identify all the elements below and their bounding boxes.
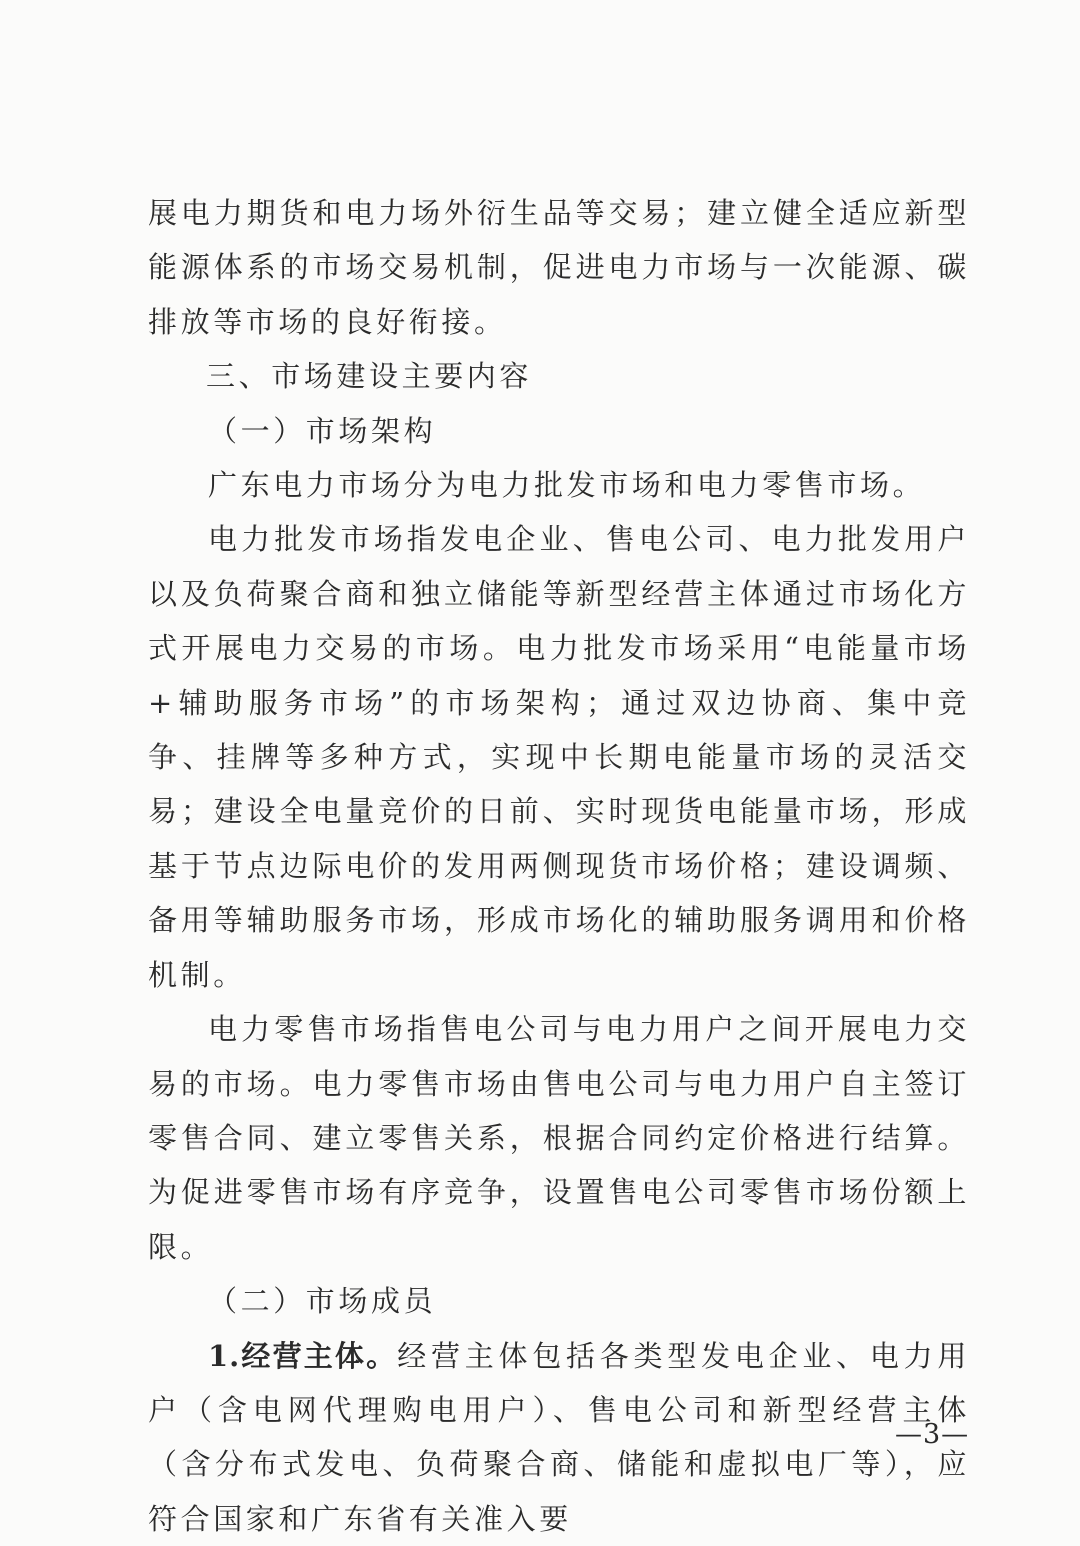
paragraph-market-division: 广东电力市场分为电力批发市场和电力零售市场。: [208, 468, 926, 503]
paragraph-wholesale-market: 电力批发市场指发电企业、售电公司、电力批发用户以及负荷聚合商和独立储能等新型经营主体通过市场化方式开展电力交易的市场。电力批发市场采用“电能量市场+辅助服务市场”的市场架构；通过双边协商、集中竞争、挂牌等多种方式，实现中长期电能量市场的灵活交易；建设全电量竞价的日前、实时现货电能量市场，形成基于节点边际电价的发用两侧现货市场价格；建设调频、备用等辅助服务市场，形成市场化的辅助服务调用和价格机制。: [148, 522, 970, 992]
paragraph-retail-market: 电力零售市场指售电公司与电力用户之间开展电力交易的市场。电力零售市场由售电公司与电力用户自主签订零售合同、建立零售关系，根据合同约定价格进行结算。为促进零售市场有序竞争，设置售电公司零售市场份额上限。: [148, 1012, 970, 1264]
paragraph-lead-bold: 1.经营主体。: [208, 1338, 398, 1373]
subsection-heading-market-structure: （一）市场架构: [208, 413, 437, 448]
subsection-heading-market-members: （二）市场成员: [208, 1284, 437, 1319]
document-body: [148, 186, 970, 1546]
page-number: —3—: [895, 1419, 970, 1450]
paragraph-continuation: 展电力期货和电力场外衍生品等交易；建立健全适应新型能源体系的市场交易机制，促进电力市场与一次能源、碳排放等市场的良好衔接。: [148, 196, 970, 339]
section-heading-market-construction: 三、市场建设主要内容: [206, 359, 533, 394]
paragraph-business-entities: [148, 1329, 970, 1546]
paragraph-body-text: 经营主体包括各类型发电企业、电力用户（含电网代理购电用户）、售电公司和新型经营主体（含分布式发电、负荷聚合商、储能和虚拟电厂等），应符合国家和广东省有关准入要: [148, 1338, 970, 1536]
